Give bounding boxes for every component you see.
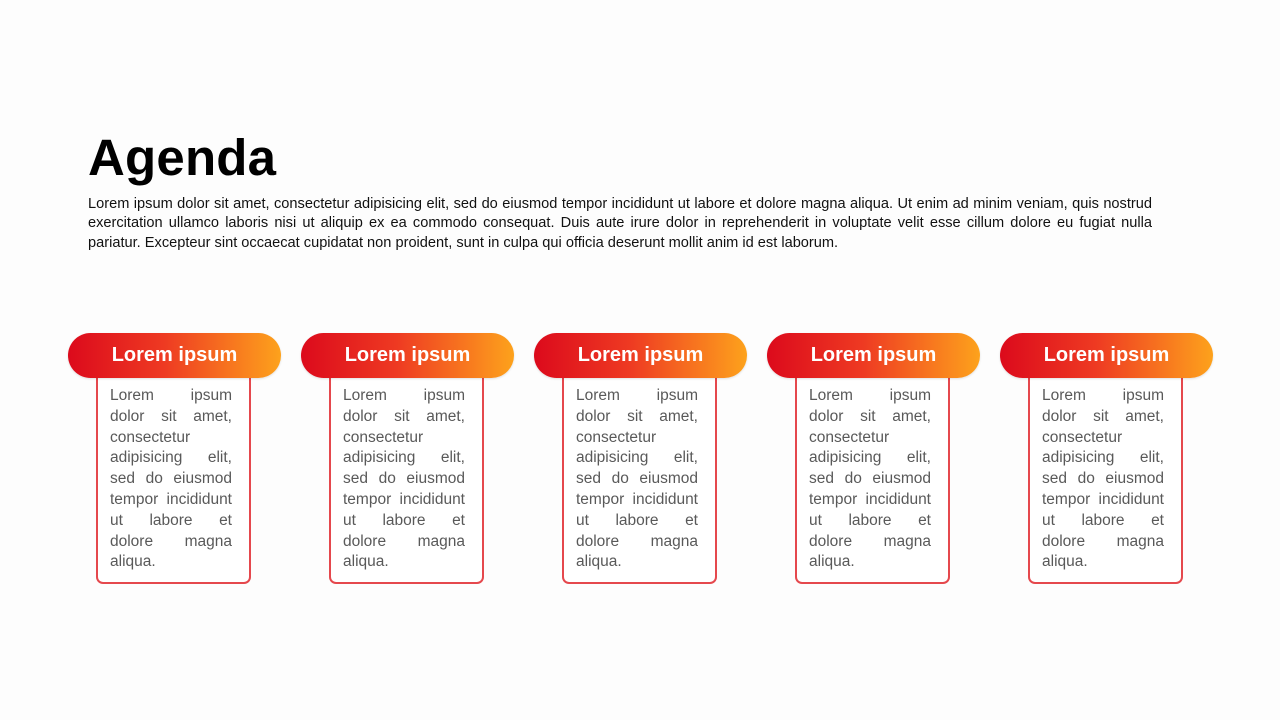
- agenda-card-4: [767, 333, 981, 587]
- agenda-card-1: [68, 333, 282, 587]
- agenda-card-heading: Lorem ipsum: [767, 333, 980, 378]
- page-title: Agenda: [88, 129, 277, 186]
- intro-paragraph: Lorem ipsum dolor sit amet, consectetur adipisicing elit, sed do eiusmod tempor incididunt ut labore et dolore magna aliqua. Ut enim ad minim veniam, quis nostrud exercitation ullamco laboris nisi ut aliquip ex ea commodo consequat. Duis aute irure dolor in reprehenderit in voluptate velit esse cillum dolore eu fugiat nulla pariatur. Excepteur sint occaecat cupidatat non proident, sunt in culpa qui officia deserunt mollit anim id est laborum.: [88, 196, 1152, 251]
- agenda-card-text: Lorem ipsum dolor sit amet, consectetur adipisicing elit, sed do eiusmod tempor incididunt ut labore et dolore magna aliqua.: [809, 387, 931, 571]
- agenda-card-heading: Lorem ipsum: [68, 333, 281, 378]
- agenda-card-text: Lorem ipsum dolor sit amet, consectetur adipisicing elit, sed do eiusmod tempor incididunt ut labore et dolore magna aliqua.: [1042, 387, 1164, 571]
- agenda-card-heading: Lorem ipsum: [1000, 333, 1213, 378]
- agenda-cards: [0, 333, 1280, 593]
- agenda-card-3: [534, 333, 748, 587]
- agenda-card-2: [301, 333, 515, 587]
- agenda-card-5: [1000, 333, 1214, 587]
- agenda-card-heading: Lorem ipsum: [301, 333, 514, 378]
- agenda-card-text: Lorem ipsum dolor sit amet, consectetur adipisicing elit, sed do eiusmod tempor incididunt ut labore et dolore magna aliqua.: [576, 387, 698, 571]
- agenda-card-heading: Lorem ipsum: [534, 333, 747, 378]
- agenda-card-text: Lorem ipsum dolor sit amet, consectetur adipisicing elit, sed do eiusmod tempor incididunt ut labore et dolore magna aliqua.: [343, 387, 465, 571]
- agenda-card-text: Lorem ipsum dolor sit amet, consectetur adipisicing elit, sed do eiusmod tempor incididunt ut labore et dolore magna aliqua.: [110, 387, 232, 571]
